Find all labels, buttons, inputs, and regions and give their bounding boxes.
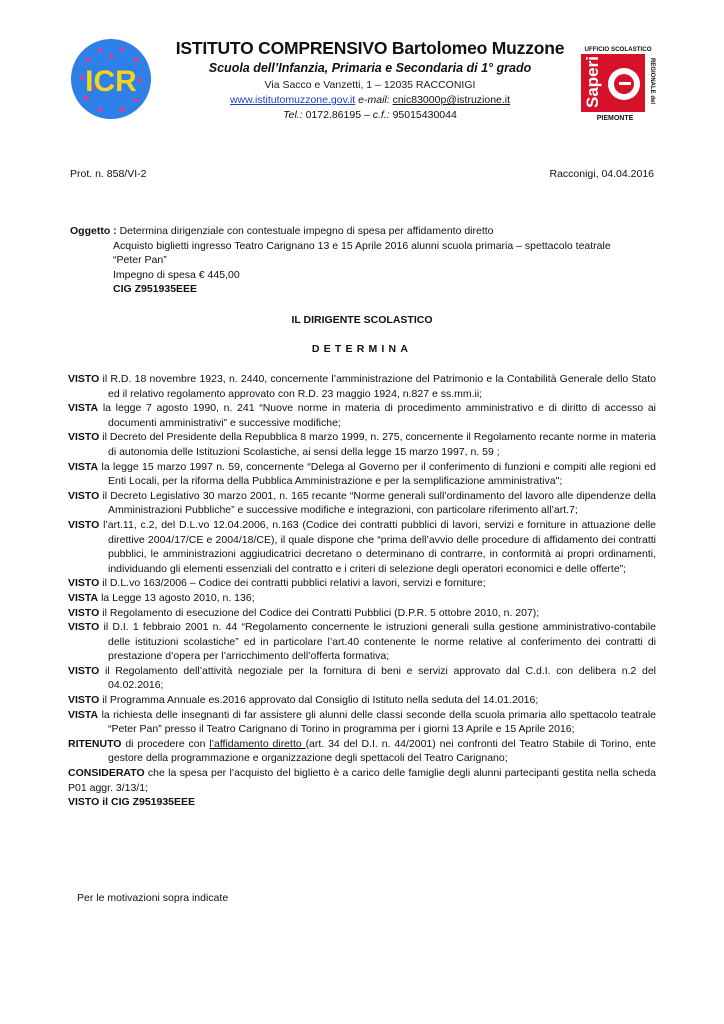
tel-value: 0172.86195 – <box>305 109 370 121</box>
heading-dirigente: IL DIRIGENTE SCOLASTICO <box>291 314 433 326</box>
premise-ritenuto: RITENUTO di procedere con l’affidamento diretto (art. 34 del D.I. n. 44/2001) nei confronti del Teatro Stabile di Torino, ente gestore della programmazione e organizzazione degli spettacoli del Teatro Carignano; <box>68 737 656 765</box>
subject-line-3: “Peter Pan” <box>113 254 167 267</box>
subject-cig: CIG Z951935EEE <box>113 283 198 296</box>
school-contacts <box>170 94 570 106</box>
email-value: cnic83000p@istruzione.it <box>392 94 511 106</box>
premise-item: VISTO il Regolamento di esecuzione del Codice dei Contratti Pubblici (D.P.R. 5 ottobre 2010, n. 207); <box>68 606 540 619</box>
letterhead <box>170 36 570 121</box>
school-phone <box>170 109 570 121</box>
premise-item: VISTO il Decreto Legislativo 30 marzo 2001, n. 165 recante “Norme generali sull’ordinamento del lavoro alle dipendenze della Amministrazioni Pubbliche” e successive modifiche e integrazioni, con particolare riferimento all’art.7; <box>68 489 656 517</box>
premises-list <box>68 372 656 810</box>
email-label: e-mail: <box>358 94 390 106</box>
premise-visto-cig: VISTO il CIG Z951935EEE <box>68 796 196 809</box>
subject-line-2: Acquisto biglietti ingresso Teatro Carignano 13 e 15 Aprile 2016 alunni scuola primaria – spettacolo teatrale <box>113 239 611 252</box>
premise-item: VISTA la legge 15 marzo 1997 n. 59, concernente “Delega al Governo per il conferimento di funzioni e compiti alle regioni ed Enti Locali, per la riforma della Pubblica Amministrazione e per la semplificazione amministrativa"; <box>68 460 656 488</box>
premise-item: VISTA la richiesta delle insegnanti di far assistere gli alunni delle classi seconde della scuola primaria allo spettacolo teatrale “Peter Pan” presso il Teatro Carignano di Torino in programma per i giorni 13 Aprile e 15 Aprile 2016; <box>68 708 656 736</box>
school-name: ISTITUTO COMPRENSIVO Bartolomeo Muzzone <box>175 38 565 58</box>
subject-line-4: Impegno di spesa € 445,00 <box>113 268 240 281</box>
school-address: Via Sacco e Vanzetti, 1 – 12035 RACCONIGI <box>264 79 476 91</box>
document-date: Racconigi, 04.04.2016 <box>549 168 654 180</box>
svg-text:ICR: ICR <box>85 65 137 98</box>
subject-block <box>70 224 660 297</box>
premise-item: VISTA la legge 7 agosto 1990, n. 241 “Nuove norme in materia di procedimento amministrativo e di diritto di accesso ai documenti amministrativi” e successive modifiche; <box>68 402 656 429</box>
svg-text:PIEMONTE: PIEMONTE <box>596 115 634 122</box>
premise-item: VISTO l’art.11, c.2, del D.L.vo 12.04.2006, n.163 (Codice dei contratti pubblici di lavori, servizi e forniture in attuazione delle direttive 2004/17/CE e 2004/18/CE), il quale dispone che “prima dell’avvio delle procedure di affidamento dei contratti pubblici, le amministrazioni aggiudicatrici decretano o determinano di contrarre, in conformità ai propri ordinamenti, individuando gli elementi essenziali del contratto e i criteri di selezione degli operatori economici e delle offerte”; <box>68 518 656 575</box>
school-logo-icon <box>70 38 152 120</box>
premise-item: VISTO il Regolamento dell’attività negoziale per la fornitura di beni e servizi approvato dal C.d.I. con delibera n.2 del 04.02.2016; <box>68 664 656 692</box>
premise-item: VISTO il D.I. 1 febbraio 2001 n. 44 “Regolamento concernente le istruzioni generali sulla gestione amministrativo-contabile delle istituzioni scolastiche” ed in particolare l’art.40 contenente le norme relative al conferimento dei contratti di prestazione d’opera per l’arricchimento dell’offerta formativa; <box>68 621 656 663</box>
closing-text: Per le motivazioni sopra indicate <box>77 892 229 904</box>
cf-label: c.f.: <box>372 109 390 121</box>
regional-office-logo-icon <box>578 44 658 122</box>
premise-item: VISTO il Programma Annuale es.2016 approvato dal Consiglio di Istituto nella seduta del 14.01.2016; <box>68 694 539 707</box>
website-link[interactable]: www.istitutomuzzone.gov.it <box>229 94 356 106</box>
premise-item: VISTO il R.D. 18 novembre 1923, n. 2440, concernente l’amministrazione del Patrimonio e la Contabilità Generale dello Stato ed il relativo regolamento approvato con R.D. 23 maggio 1924, n.827 e ss.mm.ii; <box>68 373 656 400</box>
subject-label: Oggetto : <box>70 225 117 237</box>
premise-item: VISTA la Legge 13 agosto 2010, n. 136; <box>68 591 255 604</box>
school-subtitle: Scuola dell’Infanzia, Primaria e Secondaria di 1° grado <box>208 61 532 75</box>
svg-text:REGIONALE del: REGIONALE del <box>649 58 655 105</box>
protocol-number: Prot. n. 858/VI-2 <box>70 168 147 180</box>
cf-value: 95015430044 <box>392 109 457 121</box>
premise-item: VISTO il D.L.vo 163/2006 – Codice dei contratti pubblici relativi a lavori, servizi e forniture; <box>68 577 486 590</box>
heading-determina: DETERMINA <box>311 343 413 355</box>
svg-text:Saperi: Saperi <box>583 56 602 108</box>
tel-label: Tel.: <box>283 109 303 121</box>
premise-considerato: CONSIDERATO che la spesa per l’acquisto del biglietto è a carico delle famiglie degli alunni partecipanti gestita nella scheda P01 aggr. 3/13/1; <box>68 767 656 794</box>
svg-text:UFFICIO SCOLASTICO: UFFICIO SCOLASTICO <box>584 46 652 53</box>
premise-item: VISTO il Decreto del Presidente della Repubblica 8 marzo 1999, n. 275, concernente il Regolamento recante norme in materia di autonomia delle Istituzioni Scolastiche, ai sensi della legge 15 marzo 1997, n. 59 ; <box>68 431 656 458</box>
subject-line-1: Determina dirigenziale con contestuale impegno di spesa per affidamento diretto <box>116 225 494 237</box>
